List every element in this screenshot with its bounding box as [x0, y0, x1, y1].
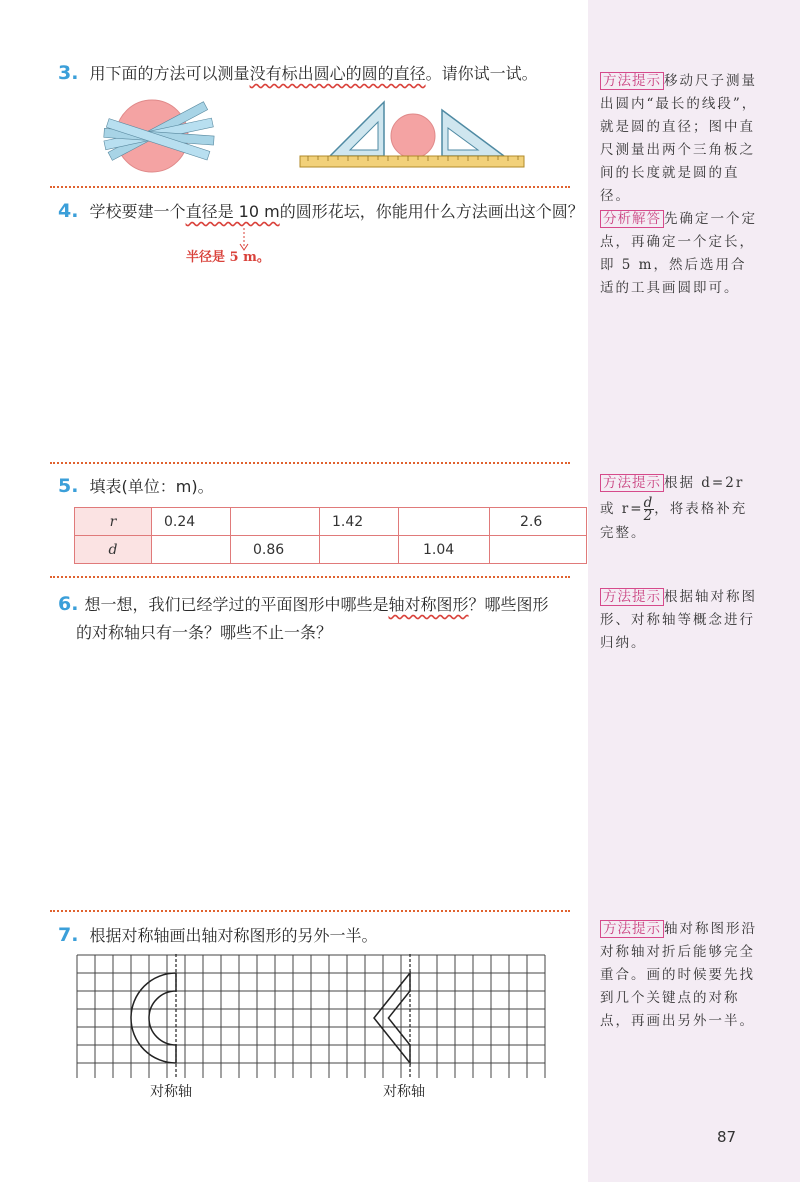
divider	[50, 576, 570, 578]
row-header-d: d	[75, 536, 152, 564]
question-6: 6. 想一想，我们已经学过的平面图形中哪些是轴对称图形？哪些图形 的对称轴只有一条？哪些不止一条？	[58, 590, 578, 647]
table-cell[interactable]	[490, 536, 587, 564]
hint-q7: 方法提示 轴对称图形沿对称轴对折后能够完全重合。画的时候要先找到几个关键点的对称点，再画出另外一半。	[600, 921, 757, 1029]
question-number: 6.	[58, 593, 79, 615]
table-cell[interactable]	[399, 508, 490, 536]
table-cell[interactable]: 1.04	[399, 536, 490, 564]
question-5	[58, 473, 214, 501]
half-ring-shape	[131, 973, 176, 1063]
table-row	[75, 508, 587, 536]
question-text: 用下面的方法可以测量没有标出圆心的圆的直径。请你试一试。	[89, 64, 538, 83]
circle-rulers-illustration	[96, 92, 216, 174]
question-text: 根据对称轴画出轴对称图形的另外一半。	[89, 926, 378, 945]
table-row	[75, 536, 587, 564]
radius-note: 半径是 5 m。	[186, 250, 270, 265]
hint-tag: 方法提示	[600, 474, 664, 492]
table-cell[interactable]: 0.24	[152, 508, 231, 536]
hint-tag: 分析解答	[600, 210, 664, 228]
symmetry-grid[interactable]	[76, 954, 546, 1078]
row-header-r: r	[75, 508, 152, 536]
question-text: 学校要建一个直径是 10 m的圆形花坛，你能用什么方法画出这个圆？	[89, 202, 584, 221]
divider	[50, 186, 570, 188]
axis-label-1: 对称轴	[150, 1084, 192, 1100]
hint-q6: 方法提示 根据轴对称图形、对称轴等概念进行归纳。	[600, 589, 757, 651]
divider	[50, 462, 570, 464]
table-cell[interactable]: 1.42	[320, 508, 399, 536]
page-number: 87	[717, 1128, 737, 1146]
question-number: 4.	[58, 200, 79, 222]
question-text-line2: 的对称轴只有一条？哪些不止一条？	[76, 623, 333, 642]
table-cell[interactable]	[320, 536, 399, 564]
divider	[50, 910, 570, 912]
table-cell[interactable]: 2.6	[490, 508, 587, 536]
question-number: 5.	[58, 475, 79, 497]
arrow-half-shape	[374, 973, 410, 1063]
table-cell[interactable]: 0.86	[231, 536, 320, 564]
question-3	[58, 60, 538, 88]
hint-tag: 方法提示	[600, 72, 664, 90]
question-text: 填表(单位：m)。	[89, 477, 214, 496]
question-4	[58, 198, 584, 226]
hint-q3: 方法提示 移动尺子测量出圆内“最长的线段”，就是圆的直径；图中直尺测量出两个三角板之间的长度就是圆的直径。	[600, 73, 758, 204]
hint-tag: 方法提示	[600, 920, 664, 938]
table-cell[interactable]	[231, 508, 320, 536]
table-cell[interactable]	[152, 536, 231, 564]
hint-q5: 方法提示 根据 d=2r 或 r= $\frac{d}{2}$ ，将表格补充 完整。	[600, 475, 748, 541]
hint-tag: 方法提示	[600, 588, 664, 606]
question-number: 3.	[58, 62, 79, 84]
question-7	[58, 922, 378, 950]
fill-table	[74, 507, 587, 564]
question-number: 7.	[58, 924, 79, 946]
hint-q4: 分析解答 先确定一个定点，再确定一个定长，即 5 m，然后选用合适的工具画圆即可。	[600, 211, 757, 296]
axis-label-2: 对称轴	[383, 1084, 425, 1100]
ruler-triangles-illustration	[298, 98, 528, 170]
